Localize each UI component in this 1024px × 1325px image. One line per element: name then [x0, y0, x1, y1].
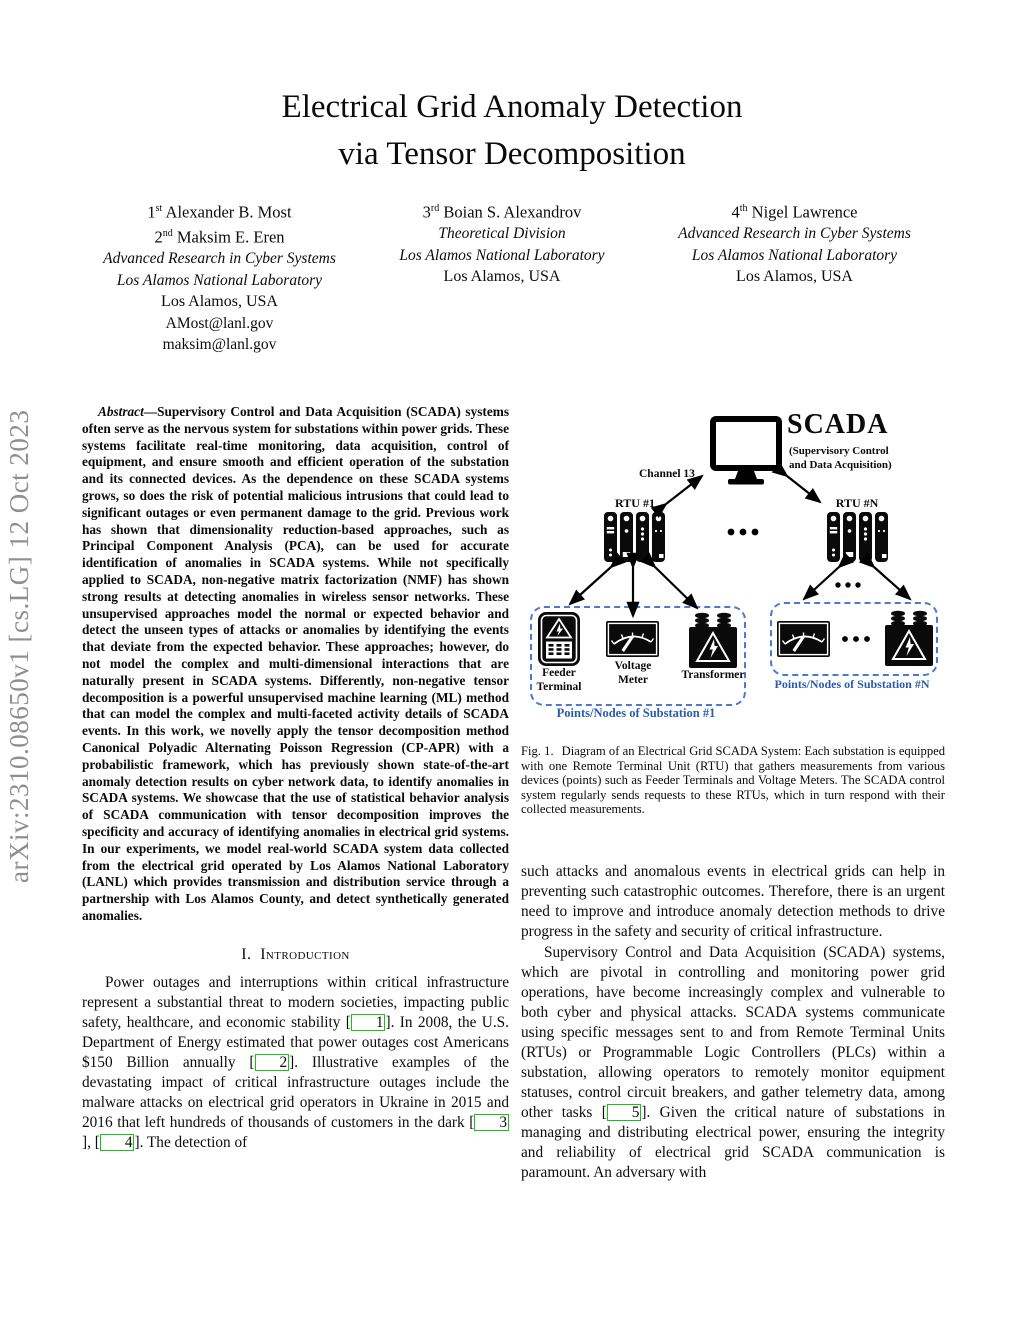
author-name: 2nd Maksim E. Eren: [154, 227, 285, 247]
author-column-1: [62, 198, 377, 356]
citation-link[interactable]: 3: [474, 1114, 509, 1131]
author-city: Los Alamos, USA: [161, 293, 278, 310]
author-name: 4th Nigel Lawrence: [731, 202, 858, 222]
author-affiliation: Los Alamos National Laboratory: [116, 271, 323, 289]
channel-13-label: Channel 13: [639, 468, 695, 480]
right-column: [521, 405, 945, 1183]
author-affiliation: Advanced Research in Cyber Systems: [678, 225, 911, 242]
transformer-icon: [689, 613, 737, 668]
figure-1-scada-diagram: [521, 405, 946, 735]
scada-label: SCADA: [787, 409, 889, 440]
paper-title-line1: Electrical Grid Anomaly Detection: [281, 89, 743, 125]
scada-sublabel: (Supervisory Control and Data Acquisition): [789, 445, 892, 471]
voltage-meter-icon: [606, 621, 659, 657]
arxiv-watermark: arXiv:2310.08650v1 [cs.LG] 12 Oct 2023: [4, 409, 34, 883]
author-affiliation: Theoretical Division: [438, 225, 566, 242]
author-name: 3rd Boian S. Alexandrov: [422, 202, 582, 222]
citation-link[interactable]: 2: [255, 1054, 290, 1071]
citation-link[interactable]: 4: [100, 1134, 135, 1151]
author-affiliation: Los Alamos National Laboratory: [399, 246, 605, 264]
author-column-2: [377, 198, 627, 356]
feeder-terminal-icon: [538, 612, 580, 666]
abstract: Abstract—Supervisory Control and Data Acquisition (SCADA) systems often serve as the nervous system for substations within power grids. These systems facilitate real-time monitoring, data acquisition, control of equipment, and ensure smooth and efficient operation of the substation and its connected devices. As the dependence on these SCADA systems grows, so does the risk of potential malicious intrusions that could lead to significant outages or even permanent damage to the grid. Previous work has shown that dimensionality reduction-based approaches, such as Principal Component Analysis (PCA), can be used for accurate identification of anomalies in SCADA systems. While not specifically applied to SCADA, non-negative matrix factorization (NMF) has shown strong results at detecting anomalies in wireless sensor networks. These unsupervised approaches model the normal or expected behavior and detect the unseen types of attacks or anomalies by identifying the events that deviate from the expected behavior. These approaches; however, do not model the complex and multi-dimensional interactions that are naturally present in SCADA systems. Differently, non-negative tensor decomposition is a powerful unsupervised machine learning (ML) method that can model the complex and multi-faceted activity details of SCADA events. In this work, we novelly apply the tensor decomposition method Canonical Polyadic Alternating Poisson Regression (CP-APR) with a probabilistic framework, which has previously shown state-of-the-art anomaly detection results on cyber network data, to identify anomalies in SCADA systems. We showcase that the use of statistical behavior analysis of SCADA communication with tensor decomposition improves the specificity and accuracy of identifying anomalies in electrical grid systems. In our experiments, we model real-world SCADA system data collected from the electrical grid operated by Los Alamos National Laboratory (LANL) which provides transmission and distribution service through a partnership with Los Alamos County, and detect synthetically generated anomalies.: [82, 404, 509, 923]
transformer-label: Transformer: [681, 669, 745, 681]
author-name: 1st Alexander B. Most: [147, 202, 292, 222]
right-paragraph-2: Supervisory Control and Data Acquisition (SCADA) systems, which are pivotal in controlling and monitoring power grid operations, have become increasingly complex and vulnerable to both cyber and physical attacks. SCADA systems communicate using specific messages sent to and from Remote Terminal Units (RTUs) or Programmable Logic Controllers (PLCs) within a substation, allowing operators to remotely monitor equipment statuses, control circuit breakers, and gather telemetry data, among other tasks [ 5 ]. Given the critical nature of substations in managing and distributing electrical power, ensuring the integrity and reliability of electrical grid SCADA communication is paramount. An adversary with: [521, 943, 945, 1181]
intro-paragraph: Power outages and interruptions within critical infrastructure represent a substantial threat to modern societies, impacting public safety, healthcare, and economic stability [ 1 ]. In 2008, the U.S. Department of Energy estimated that power outages cost Americans $150 Billion annually [ 2 ]. Illustrative examples of the devastating impact of critical infrastructure outages include the malware attacks on electrical grid operators in Ukraine in 2015 and 2016 that left hundreds of thousands of customers in the dark [ 3], [ 4 ]. The detection of: [82, 973, 509, 1151]
rtu-n-icon: [827, 512, 888, 562]
right-paragraph-1: such attacks and anomalous events in electrical grids can help in preventing such catastrophic outcomes. Therefore, there is an urgent need to improve and introduce anomaly detection methods to drive progress in the safety and security of critical infrastructure.: [521, 862, 945, 940]
rtu-ellipsis-icon: [728, 529, 759, 536]
author-block: [62, 198, 962, 356]
substation-n-ellipsis-icon: [842, 636, 870, 642]
section-heading-introduction: I. Introduction: [241, 945, 350, 963]
author-email: maksim@lanl.gov: [162, 336, 277, 353]
left-column: [82, 404, 509, 1153]
transformer-n-icon: [885, 611, 933, 666]
voltage-meter-label: Voltage Meter: [614, 660, 652, 686]
paper-title-line2: via Tensor Decomposition: [338, 136, 686, 172]
author-affiliation: Advanced Research in Cyber Systems: [103, 250, 336, 267]
author-city: Los Alamos, USA: [736, 268, 853, 285]
substation-1-label: Points/Nodes of Substation #1: [556, 706, 716, 720]
substation-n-label: Points/Nodes of Substation #N: [774, 677, 930, 691]
rtu-1-label: RTU #1: [615, 496, 655, 510]
substation-n-top-ellipsis-icon: [835, 582, 860, 587]
citation-link[interactable]: 1: [351, 1014, 386, 1031]
scada-monitor-icon: [713, 419, 779, 485]
feeder-terminal-label: Feeder Terminal: [536, 667, 582, 693]
rtu-1-icon: [604, 512, 665, 562]
author-city: Los Alamos, USA: [443, 268, 561, 285]
author-column-3: [627, 198, 962, 356]
voltage-meter-n-icon: [777, 621, 830, 657]
citation-link[interactable]: 5: [607, 1104, 642, 1121]
abstract-text: Supervisory Control and Data Acquisition (SCADA) systems often serve as the nervous system for substations within power grids. These systems facilitate real-time monitoring, data acquisition, control of equipment, and ensure smooth and efficient operation of the substation and its connected devices. As the dependence on these SCADA systems grows, so does the risk of potential malicious intrusions that could lead to significant outages or even permanent damage to the grid. Previous work has shown that dimensionality reduction-based approaches, such as Principal Component Analysis (PCA), can be used for accurate identification of anomalies in SCADA systems. While not specifically applied to SCADA, non-negative matrix factorization (NMF) has shown strong results at detecting anomalies in wireless sensor networks. These unsupervised approaches model the normal or expected behavior and detect the unseen types of attacks or anomalies by identifying the events that deviate from the expected behavior. These approaches; however, do not model the complex and multi-dimensional interactions that are naturally present in SCADA systems. Differently, non-negative tensor decomposition is a powerful unsupervised machine learning (ML) method that can model the complex and multi-faceted activity details of SCADA events. In this work, we novelly apply the tensor decomposition method Canonical Polyadic Alternating Poisson Regression (CP-APR) with a probabilistic framework, which has previously shown state-of-the-art anomaly detection results on cyber network data, to identify anomalies in SCADA systems. We showcase that the use of statistical behavior analysis of SCADA communication with tensor decomposition improves the specificity and accuracy of identifying anomalies in electrical grid systems. In our experiments, we model real-world SCADA system data collected from the electrical grid operated by Los Alamos National Laboratory (LANL) which provides transmission and distribution service through a partnership with Los Alamos County, and detect synthetically generated anomalies.: [82, 404, 509, 923]
author-affiliation: Los Alamos National Laboratory: [691, 246, 898, 264]
author-email: AMost@lanl.gov: [165, 314, 274, 332]
rtu-n-label: RTU #N: [835, 496, 879, 510]
figure-caption-tag: Fig. 1.: [521, 744, 554, 758]
figure-1-caption: Fig. 1. Diagram of an Electrical Grid SCADA System: Each substation is equipped with one Remote Terminal Unit (RTU) that gathers measurements from various devices (points) such as Feeder Terminals and Voltage Meters. The SCADA control system regularly sends requests to these RTUs, which in turn respond with their collected measurements.: [521, 744, 945, 817]
rtu1-device-arrows: [570, 567, 697, 616]
paper-title: [0, 84, 1024, 178]
abstract-label: Abstract: [97, 404, 144, 419]
